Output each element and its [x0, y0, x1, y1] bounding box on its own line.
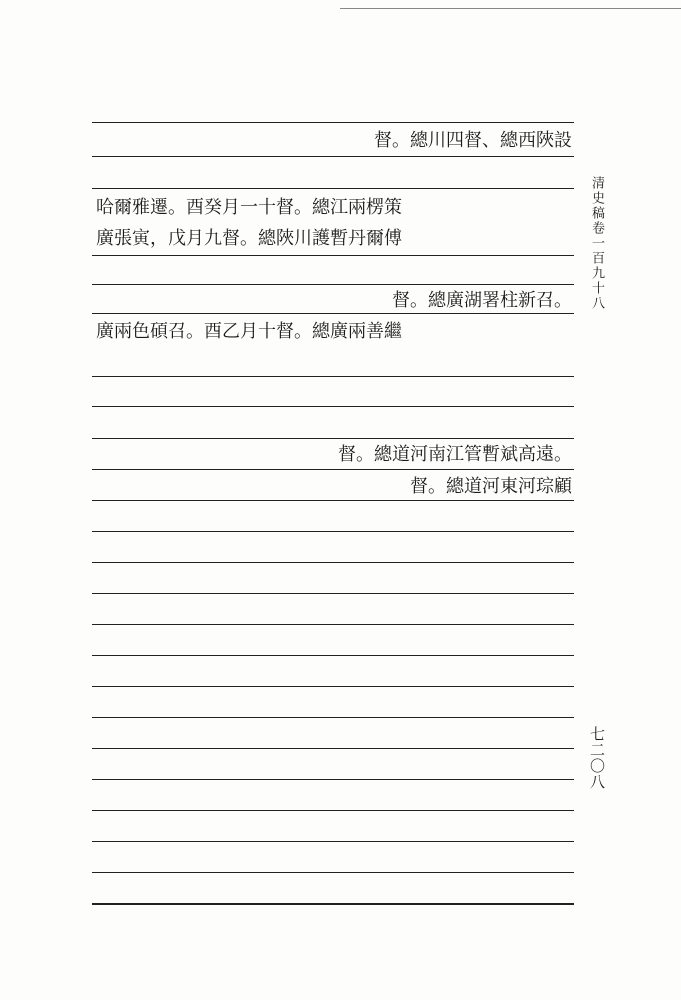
table-rule	[92, 841, 574, 842]
top-rule	[340, 8, 681, 9]
table-rule	[92, 438, 574, 439]
table-rule	[92, 655, 574, 656]
table-rule	[92, 562, 574, 563]
text-row-2: 哈爾雅遷。酉癸月一十督。總江兩楞策	[96, 197, 402, 218]
table-rule	[92, 284, 574, 285]
text-row-7: 督。總道河東河琮顧	[410, 476, 572, 497]
table-rule	[92, 748, 574, 749]
table-rule	[92, 188, 574, 189]
table-rule	[92, 406, 574, 407]
table-rule	[92, 872, 574, 873]
text-row-5: 廣兩色碩召。酉乙月十督。總廣兩善繼	[96, 321, 402, 342]
table-rule	[92, 469, 574, 470]
table-rule	[92, 810, 574, 811]
table-rule	[92, 686, 574, 687]
text-row-4: 督。總廣湖署柱新召。	[392, 290, 572, 311]
table-rule	[92, 531, 574, 532]
page-number: 七二〇八	[588, 726, 606, 790]
table-rule	[92, 779, 574, 780]
table-rule	[92, 122, 574, 123]
table-rule	[92, 156, 574, 157]
table-bottom-rule	[92, 903, 574, 905]
table-rule	[92, 717, 574, 718]
table-rule	[92, 624, 574, 625]
table-rule	[92, 376, 574, 377]
text-row-1: 督。總川四督、總西陜設	[374, 130, 572, 151]
text-row-3: 廣張寅，戊月九督。總陜川護暫丹爾傅	[96, 228, 402, 249]
table-rule	[92, 255, 574, 256]
margin-book-title: 清史稿卷一百九十八	[589, 176, 604, 311]
table-rule	[92, 593, 574, 594]
text-row-6: 督。總道河南江管暫斌高遠。	[338, 444, 572, 465]
